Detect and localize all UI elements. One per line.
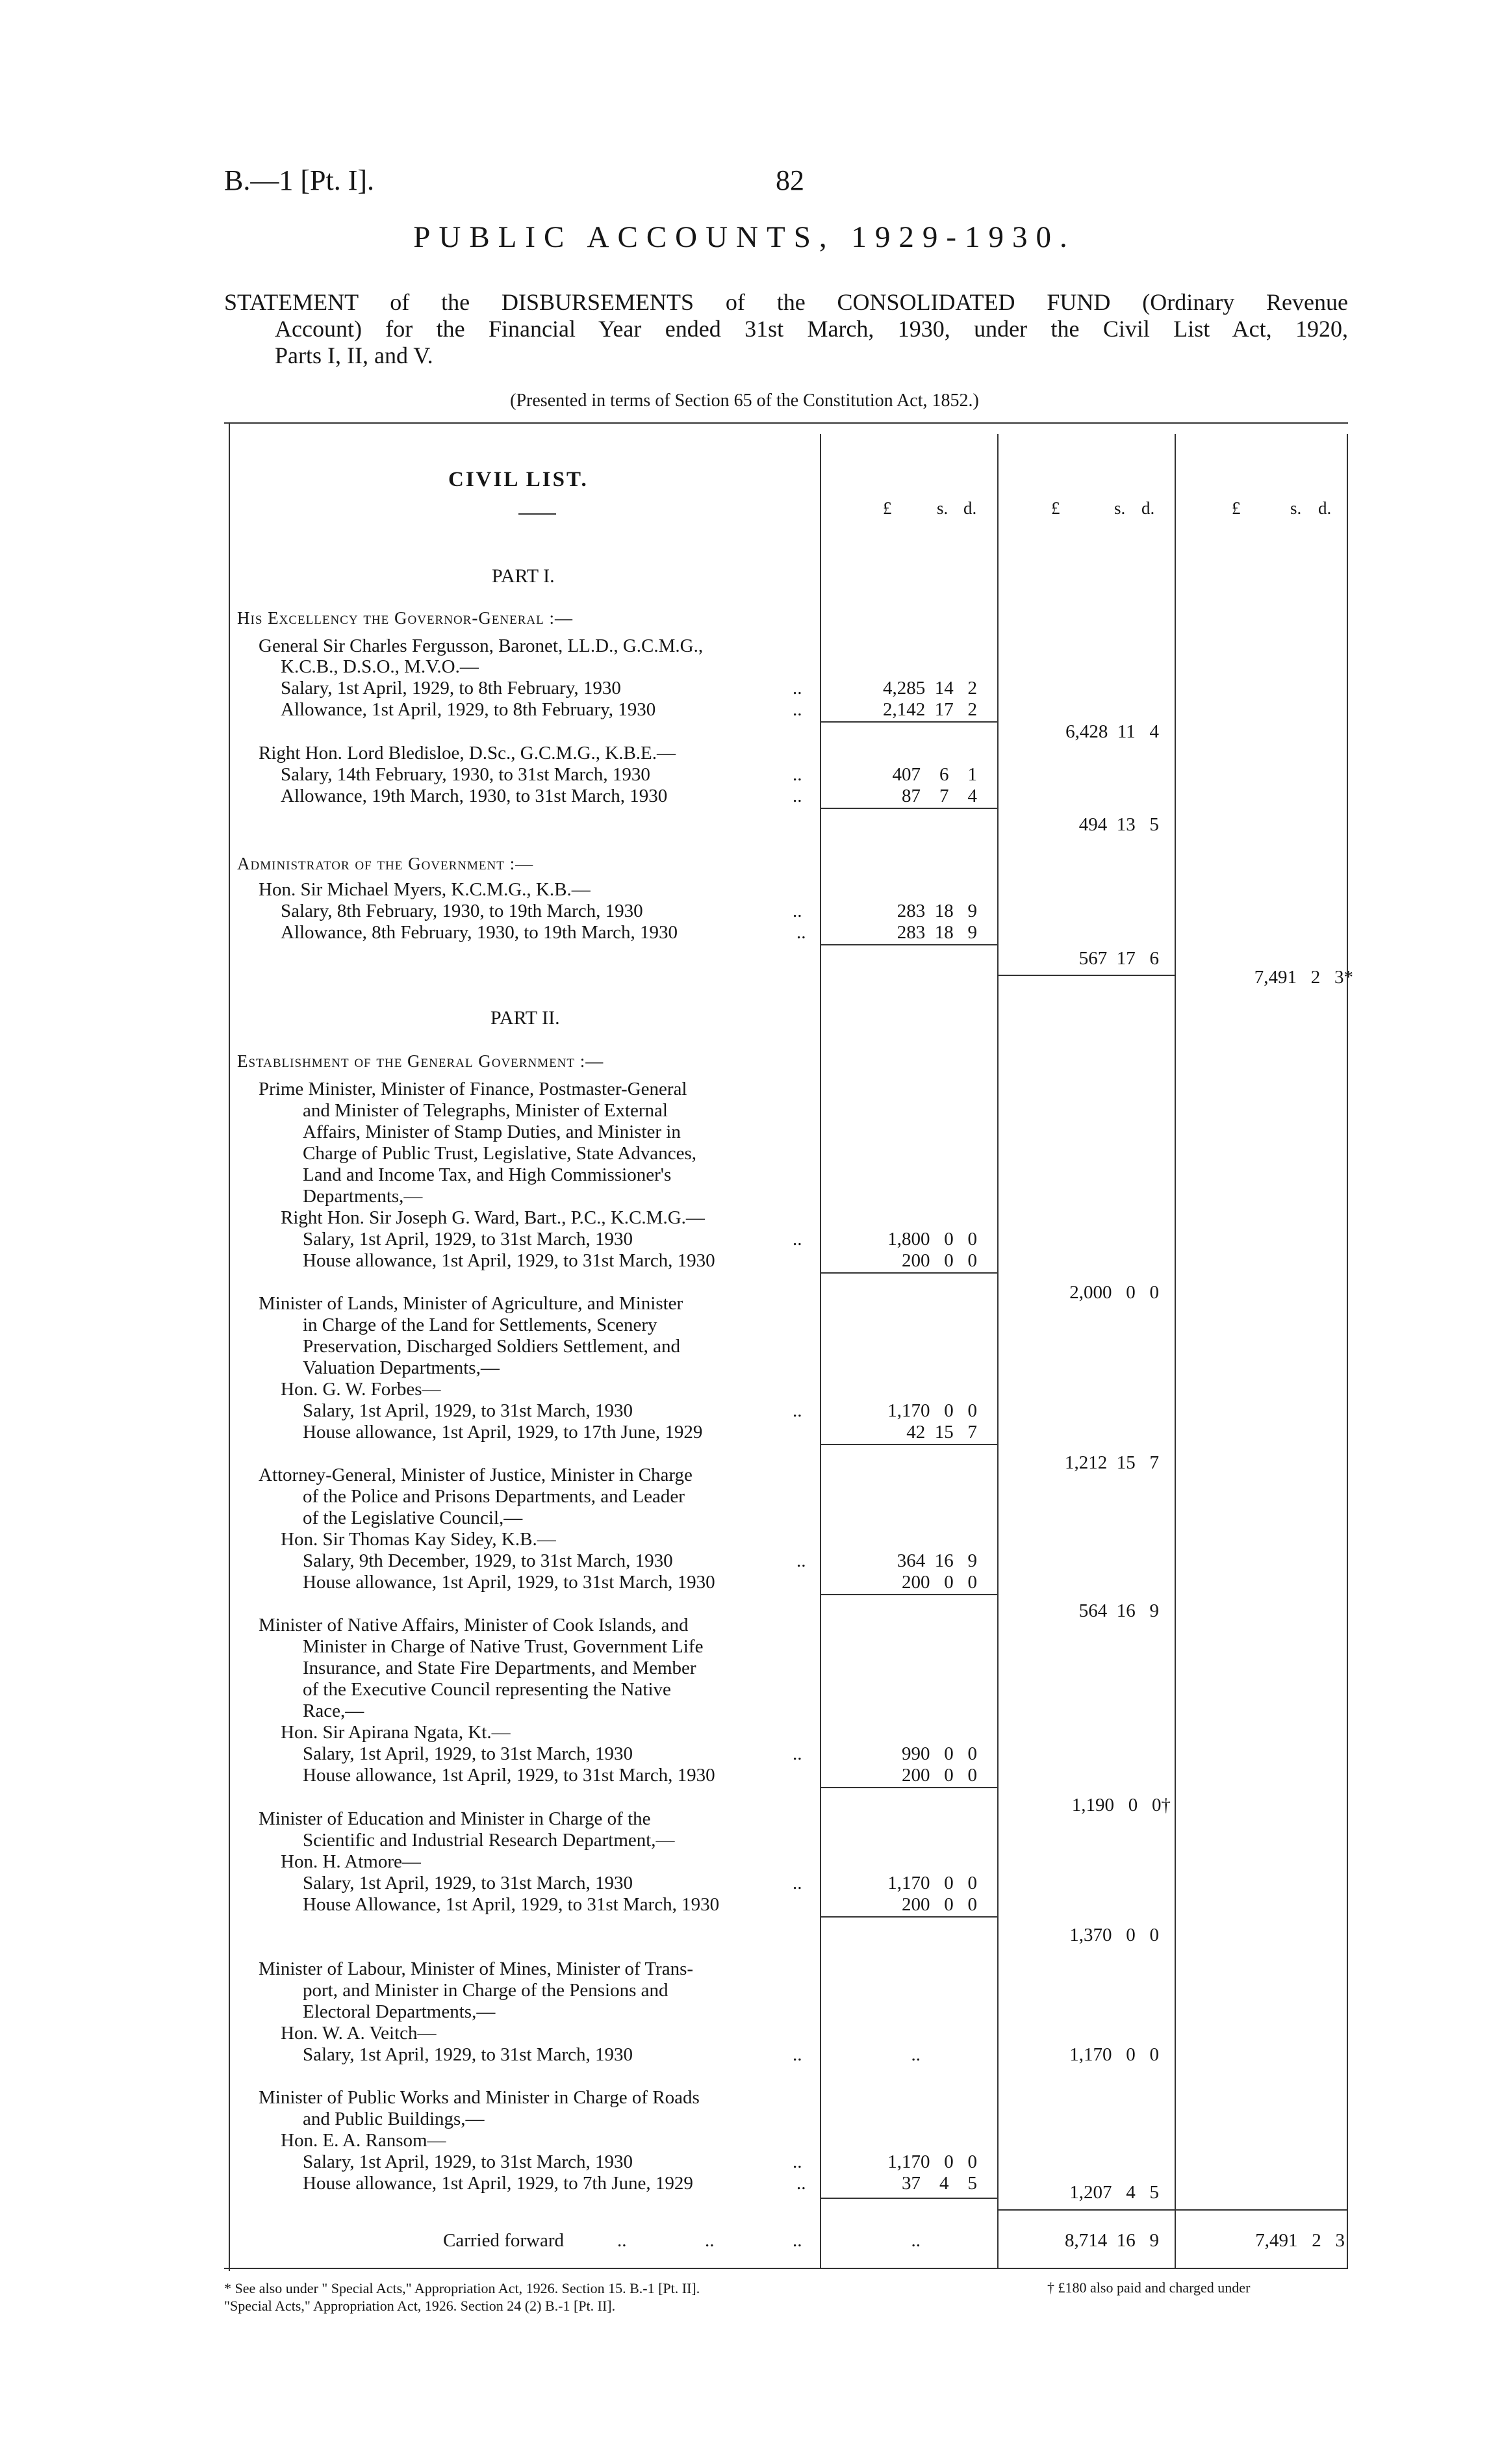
amount-cell: 1,170 0 0 [887,1873,977,1893]
table-bottom-rule [224,2268,1348,2269]
leader-dots: .. [796,2173,806,2194]
leader-dots: .. [796,922,806,943]
amount-cell: 200 0 0 [902,1765,977,1786]
allowance-desc: Allowance, 1st April, 1929, to 8th February, 1930 [281,699,656,720]
column-divider-3 [1175,434,1176,2268]
leader-dots: .. [793,699,802,720]
table-left-border [229,422,230,2271]
salary-desc: Salary, 1st April, 1929, to 31st March, 1930 [303,1743,633,1764]
leader-dots: .. [793,764,802,785]
subtotal-rule [820,808,997,809]
amount-cell: 1,170 0 0 [887,1400,977,1421]
carried-forward-rule [997,2209,1347,2211]
page-number: 82 [776,164,804,196]
office-line: Attorney-General, Minister of Justice, Minister in Charge [259,1465,693,1485]
subtotal-cell: 564 16 9 [1078,1600,1159,1621]
office-line: in Charge of the Land for Settlements, Scenery [303,1315,657,1335]
name-line: Right Hon. Lord Bledisloe, D.Sc., G.C.M.G., K.B.E.— [259,743,676,764]
amount-cell: 283 18 9 [897,922,977,943]
salary-desc: Salary, 14th February, 1930, to 31st March, 1930 [281,764,650,785]
leader-dots: .. [793,1229,802,1250]
col3-shillings-header: s. [1290,498,1302,518]
subtotal-cell: 494 13 5 [1078,814,1159,835]
leader-dots: .. [793,2151,802,2172]
name-line: Right Hon. Sir Joseph G. Ward, Bart., P.C., K.C.M.G.— [281,1207,705,1228]
carried-forward-col1: .. [911,2230,921,2251]
footnote-right: † £180 also paid and charged under [1047,2279,1251,2296]
part-total-rule [997,975,1175,976]
name-line: Hon. G. W. Forbes— [281,1379,441,1400]
amount-cell: 1,800 0 0 [887,1229,977,1250]
office-line: of the Executive Council representing the Native [303,1679,671,1700]
subtotal-cell: 1,212 15 7 [1065,1452,1159,1473]
office-line: port, and Minister in Charge of the Pensions and [303,1980,668,2001]
amount-cell: 364 16 9 [897,1550,977,1571]
column-divider-2 [997,434,999,2268]
part-1-total-cell: 7,491 2 3* [1254,967,1353,988]
name-line: Hon. E. A. Ransom— [281,2130,446,2151]
statement-line-1: STATEMENT of the DISBURSEMENTS of the CONSOLIDATED FUND (Ordinary Revenue [224,289,1348,315]
office-line: Electoral Departments,— [303,2001,496,2022]
col1-shillings-header: s. [937,498,948,518]
office-line: Minister of Native Affairs, Minister of Cook Islands, and [259,1615,689,1636]
amount-cell: 200 0 0 [902,1572,977,1593]
subtotal-cell: 567 17 6 [1078,948,1159,969]
col1-pence-header: d. [963,498,977,518]
house-allowance-desc: House Allowance, 1st April, 1929, to 31st March, 1930 [303,1894,720,1915]
salary-desc: Salary, 1st April, 1929, to 31st March, 1930 [303,2151,633,2172]
heading-rule [518,513,556,515]
name-line: K.C.B., D.S.O., M.V.O.— [281,656,479,677]
salary-desc: Salary, 1st April, 1929, to 31st March, 1930 [303,1400,633,1421]
subtotal-rule [820,1272,997,1274]
col2-pence-header: d. [1141,498,1155,518]
office-line: Departments,— [303,1186,423,1207]
col2-shillings-header: s. [1114,498,1126,518]
office-line: Minister in Charge of Native Trust, Government Life [303,1636,704,1657]
col2-pounds-header: £ [1051,498,1060,518]
col3-pence-header: d. [1318,498,1332,518]
amount-cell: 283 18 9 [897,901,977,921]
office-line: Land and Income Tax, and High Commissioner's [303,1164,672,1185]
house-allowance-desc: House allowance, 1st April, 1929, to 31st March, 1930 [303,1765,715,1786]
office-line: Insurance, and State Fire Departments, and Member [303,1658,696,1678]
amount-cell: 87 7 4 [902,786,977,806]
office-line: and Public Buildings,— [303,2109,485,2129]
leader-dots: .. [793,901,802,921]
office-line: Charge of Public Trust, Legislative, State Advances, [303,1143,696,1164]
subtotal-cell: 2,000 0 0 [1069,1282,1159,1303]
salary-desc: Salary, 1st April, 1929, to 31st March, 1930 [303,1229,633,1250]
footnote-line: "Special Acts," Appropriation Act, 1926. Section 24 (2) B.-1 [Pt. II]. [224,2298,616,2314]
leader-dots: .. [793,678,802,699]
allowance-desc: Allowance, 19th March, 1930, to 31st March, 1930 [281,786,668,806]
name-line: Hon. H. Atmore— [281,1851,421,1872]
amount-cell: 990 0 0 [902,1743,977,1764]
leader-dots: .. [793,2044,802,2065]
statement-line-3: Parts I, II, and V. [275,342,433,368]
subtotal-rule [820,944,997,945]
salary-desc: Salary, 9th December, 1929, to 31st March, 1930 [303,1550,673,1571]
subtotal-rule [820,721,997,723]
office-line: of the Legislative Council,— [303,1508,523,1528]
group-heading-establishment: Establishment of the General Government :— [237,1051,604,1071]
house-allowance-desc: House allowance, 1st April, 1929, to 7th June, 1929 [303,2173,693,2194]
leader-dots: .. [793,1743,802,1764]
amount-cell: .. [911,2044,921,2065]
leader-dots: .. [617,2230,627,2251]
carried-forward-col3: 7,491 2 3 [1255,2230,1345,2251]
part-2-title: PART II. [490,1007,560,1029]
amount-cell: 200 0 0 [902,1250,977,1271]
statement-line-2: Account) for the Financial Year ended 31st March, 1930, under the Civil List Act, 1920, [275,316,1348,342]
name-line: Hon. Sir Michael Myers, K.C.M.G., K.B.— [259,879,591,900]
leader-dots: .. [705,2230,715,2251]
name-line: Hon. Sir Thomas Kay Sidey, K.B.— [281,1529,556,1550]
salary-desc: Salary, 1st April, 1929, to 31st March, 1930 [303,1873,633,1893]
group-heading-governor-general: His Excellency the Governor-General :— [237,608,574,628]
leader-dots: .. [793,1873,802,1893]
carried-forward-label: Carried forward [443,2230,564,2251]
subtotal-cell: 1,370 0 0 [1069,1925,1159,1945]
leader-dots: .. [793,786,802,806]
part-1-title: PART I. [492,565,555,587]
presented-note: (Presented in terms of Section 65 of the Constitution Act, 1852.) [510,391,979,411]
allowance-desc: Allowance, 8th February, 1930, to 19th March, 1930 [281,922,678,943]
subtotal-rule [820,1444,997,1445]
office-line: Minister of Labour, Minister of Mines, Minister of Trans- [259,1958,694,1979]
name-line: Hon. W. A. Veitch— [281,2023,437,2044]
office-line: Minister of Lands, Minister of Agriculture, and Minister [259,1293,683,1314]
column-divider-4 [1347,434,1348,2268]
subtotal-cell: 1,190 0 0† [1071,1795,1171,1816]
house-allowance-desc: House allowance, 1st April, 1929, to 31st March, 1930 [303,1572,715,1593]
subtotal-rule [820,1787,997,1788]
amount-cell: 4,285 14 2 [883,678,977,699]
civil-list-heading: CIVIL LIST. [448,468,589,491]
amount-cell: 200 0 0 [902,1894,977,1915]
office-line: Affairs, Minister of Stamp Duties, and Minister in [303,1122,681,1142]
office-line: Minister of Public Works and Minister in Charge of Roads [259,2087,700,2108]
column-divider-1 [820,434,821,2268]
subtotal-cell: 6,428 11 4 [1065,721,1159,742]
office-line: Scientific and Industrial Research Department,— [303,1830,675,1851]
amount-cell: 2,142 17 2 [883,699,977,720]
document-reference: B.—1 [Pt. I]. [224,164,374,196]
subtotal-rule [820,1594,997,1595]
group-heading-administrator: Administrator of the Government :— [237,854,534,873]
office-line: Prime Minister, Minister of Finance, Postmaster-General [259,1079,687,1099]
col3-pounds-header: £ [1232,498,1241,518]
office-line: Race,— [303,1700,364,1721]
statement-heading [224,289,1348,369]
salary-desc: Salary, 1st April, 1929, to 31st March, 1930 [303,2044,633,2065]
page-title: PUBLIC ACCOUNTS, 1929-1930. [413,220,1076,254]
footnote-left [224,2279,700,2315]
amount-cell: 37 4 5 [902,2173,977,2194]
leader-dots: .. [796,1550,806,1571]
salary-desc: Salary, 1st April, 1929, to 8th February, 1930 [281,678,621,699]
office-line: Valuation Departments,— [303,1357,500,1378]
name-line: General Sir Charles Fergusson, Baronet, LL.D., G.C.M.G., [259,635,704,656]
amount-cell: 407 6 1 [892,764,977,785]
office-line: and Minister of Telegraphs, Minister of External [303,1100,668,1121]
name-line: Hon. Sir Apirana Ngata, Kt.— [281,1722,511,1743]
subtotal-cell: 1,170 0 0 [1069,2044,1159,2065]
office-line: of the Police and Prisons Departments, and Leader [303,1486,685,1507]
footnote-line: * See also under " Special Acts," Appropriation Act, 1926. Section 15. B.-1 [Pt. II]. [224,2280,700,2296]
leader-dots: .. [793,1400,802,1421]
house-allowance-desc: House allowance, 1st April, 1929, to 17th June, 1929 [303,1422,703,1443]
house-allowance-desc: House allowance, 1st April, 1929, to 31st March, 1930 [303,1250,715,1271]
office-line: Minister of Education and Minister in Charge of the [259,1808,651,1829]
subtotal-cell: 1,207 4 5 [1069,2182,1159,2203]
table-top-rule [224,422,1348,424]
leader-dots: .. [793,2230,802,2251]
amount-cell: 42 15 7 [906,1422,977,1443]
office-line: Preservation, Discharged Soldiers Settlement, and [303,1336,680,1357]
col1-pounds-header: £ [883,498,892,518]
carried-forward-col2: 8,714 16 9 [1065,2230,1159,2251]
amount-cell: 1,170 0 0 [887,2151,977,2172]
subtotal-rule [820,2198,997,2199]
salary-desc: Salary, 8th February, 1930, to 19th March, 1930 [281,901,643,921]
subtotal-rule [820,1916,997,1918]
